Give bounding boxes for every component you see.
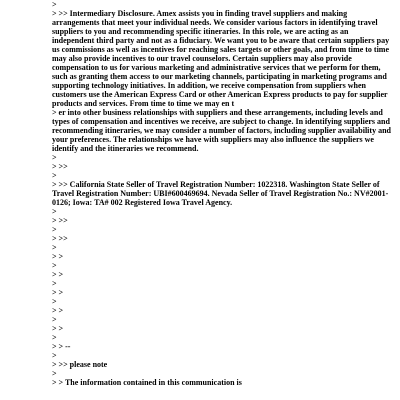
quote-line: >: [52, 261, 57, 270]
quote-line: >: [52, 243, 57, 252]
quote-line: > >: [52, 270, 64, 279]
quote-line: >: [52, 153, 57, 162]
quote-line: > >>: [52, 162, 68, 171]
intermediary-disclosure-paragraph: > >> Intermediary Disclosure. Amex assists you in finding travel suppliers and making arrangements that meet your individual needs. We consider various factors in identifying travel suppliers to you and recommending specific itineraries. In this role, we are acting as an independent third party and not as a fiduciary. We want you to be aware that certain suppliers pay us commissions as well as incentives for reaching sales targets or other goals, and from time to time may also provide incentives to our travel counselors. Certain suppliers may also provide compensation to us for various marketing and administrative services that we perform for them, such as granting them access to our marketing channels, participating in marketing programs and supporting technology initiatives. In addition, we receive compensation from suppliers when customers use the American Express Card or other American Express products to pay for supplier products and services. From time to time we may en t: [52, 9, 390, 108]
quote-line: > >>: [52, 216, 68, 225]
quote-line: >: [52, 279, 57, 288]
quote-line: > >: [52, 252, 64, 261]
quote-line: > >: [52, 288, 64, 297]
quote-line: > >: [52, 306, 64, 315]
signature-separator: > > --: [52, 342, 71, 351]
quote-line: >: [52, 351, 57, 360]
quote-line: >: [52, 297, 57, 306]
please-note-line: > >> please note: [52, 360, 108, 369]
quote-line: >: [52, 333, 57, 342]
quote-line: >: [52, 207, 57, 216]
business-relationships-paragraph: > er into other business relationships with suppliers and these arrangements, including levels and types of compensation and incentives we receive, are subject to change. In identifying suppliers and recommending itineraries, we may consider a number of factors, including supplier availability and your preferences. The relationships we have with suppliers may also influence the suppliers we identify and the itineraries we recommend.: [52, 108, 391, 153]
quote-line: >: [52, 225, 57, 234]
quote-line: > >: [52, 324, 64, 333]
quote-line: >: [52, 315, 57, 324]
confidentiality-line: > > The information contained in this communication is: [52, 378, 242, 387]
email-body: [52, 0, 392, 400]
quote-line: >: [52, 171, 57, 180]
quote-line: >: [52, 0, 57, 9]
quote-line: > >>: [52, 234, 68, 243]
quote-line: >: [52, 369, 57, 378]
seller-of-travel-paragraph: > >> California State Seller of Travel Registration Number: 1022318. Washington State Seller of Travel Registration Number: UBI#600469694. Nevada Seller of Travel Registration No.: NV#2001-0126; Iowa: TA# 002 Registered Iowa Travel Agency.: [52, 180, 389, 207]
